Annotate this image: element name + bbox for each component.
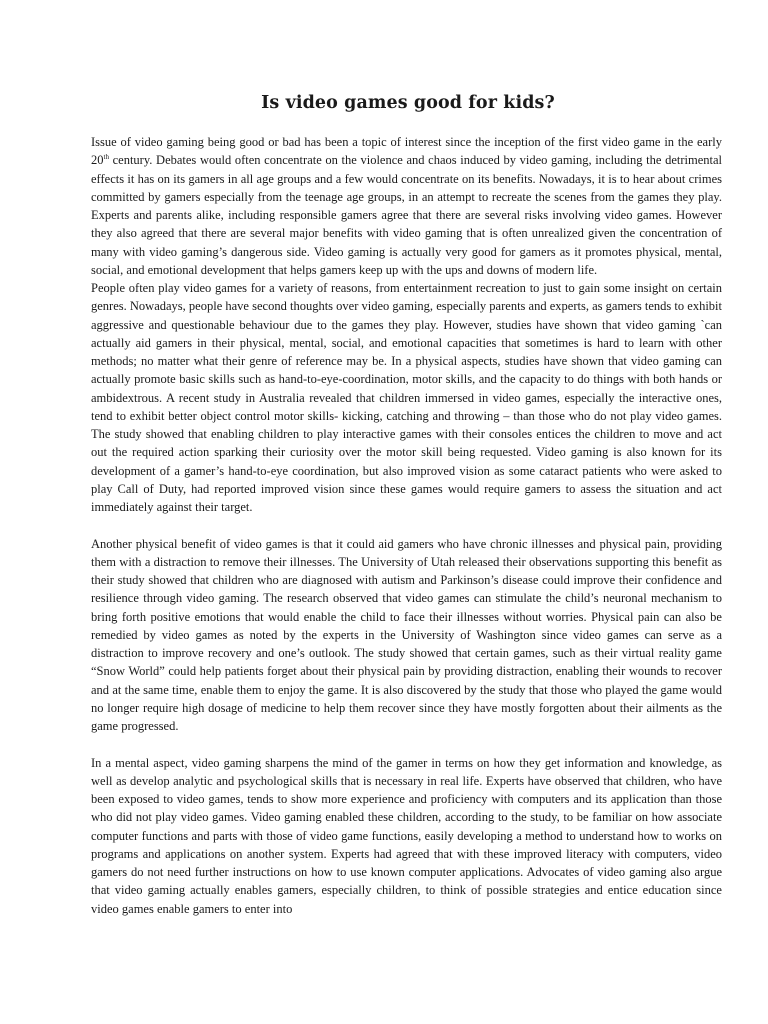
document-body [91,133,722,918]
paragraph-reasons: People often play video games for a variety of reasons, from entertainment recreation to just to gain some insight on certain genres. Nowadays, people have second thoughts over video gaming, especially parents and experts, as gamers tends to exhibit aggressive and questionable behaviour due to the games they play. However, studies have shown that video gaming `can actually aid gamers in their physical, mental, social, and emotional capacities that sometimes is hard to learn with other methods; no matter what their genre of reference may be. In a physical aspects, studies have shown that video gaming can actually promote basic skills such as hand-to-eye-coordination, motor skills, and the capacity to do things with both hands or ambidextrous. A recent study in Australia revealed that children immersed in video games, especially the interactive ones, tend to exhibit better object control motor skills- kicking, catching and throwing – than those who do not play video games. The study showed that enabling children to play interactive games with their consoles entices the children to move and act out the required action sparking their curiosity over the motor skill being requested. Video gaming is also known for its development of a gamer’s hand-to-eye coordination, but also improved vision as some cataract patients who were asked to play Call of Duty, had reported improved vision since these games would require gamers to assess the situation and act immediately against their target. [91,281,722,514]
paragraph-mental-aspect: In a mental aspect, video gaming sharpens the mind of the gamer in terms on how they get information and knowledge, as well as develop analytic and psychological skills that is necessary in real life. Experts have observed that children, who have been exposed to video games, tends to show more experience and proficiency with computers and its application than those who did not play video games. Video gaming enabled these children, according to the study, to be familiar on how associate computer functions and parts with those of video game functions, easily developing a method to understand how to works on programs and applications on another system. Experts had agreed that with these improved literacy with computers, video gamers do not need further instructions on how to use known computer applications. Advocates of video gaming also argue that video gaming actually enables gamers, especially children, to think of possible strategies and entice education since video games enable gamers to enter into [91,755,722,916]
paragraph-intro-text-start: Issue of video gaming being good or bad has been a topic of interest since the inception of the first video game in the early 20 [91,135,722,168]
paragraph-intro-text-end: century. Debates would often concentrate on the violence and chaos induced by video gaming, including the detrimental effects it has on its gamers in all age groups and a few would concentrate on its benefits. Nowadays, it is to hear about crimes committed by gamers especially from the teenage age groups, in an attempt to recreate the scenes from the games they play. Experts and parents alike, including responsible gamers agree that there are several risks involving video games. However they also agreed that there are several major benefits with video gaming that is often unrealized given the concentration of many with video gaming’s dangerous side. Video gaming is actually very good for gamers as it promotes physical, mental, social, and emotional development that helps gamers keep up with the ups and downs of modern life. [91,153,722,277]
document-title: Is video games good for kids? [261,93,555,113]
paragraph-intro [91,133,722,279]
ordinal-suffix: th [103,153,109,162]
paragraph-physical-benefit: Another physical benefit of video games is that it could aid gamers who have chronic illnesses and physical pain, providing them with a distraction to remove their illnesses. The University of Utah released their observations supporting this benefit as their study showed that children who are diagnosed with autism and Parkinson’s disease could improve their confidence and resilience through video gaming. The research observed that video games can stimulate the child’s neuronal mechanism to bring forth positive emotions that would enable the child to face their illnesses without worries. Physical pain can also be remedied by video games as noted by the experts in the University of Washington since video games can serve as a distraction to improve recovery and one’s outlook. The study showed that certain games, such as their virtual reality game “Snow World” could help patients forget about their physical pain by providing distraction, enabling their wounds to recover and at the same time, enable them to enjoy the game. It is also discovered by the study that those who played the game would no longer require high dosage of medicine to help them recover since they have mostly forgotten about their ailments as the game progressed. [91,536,722,733]
